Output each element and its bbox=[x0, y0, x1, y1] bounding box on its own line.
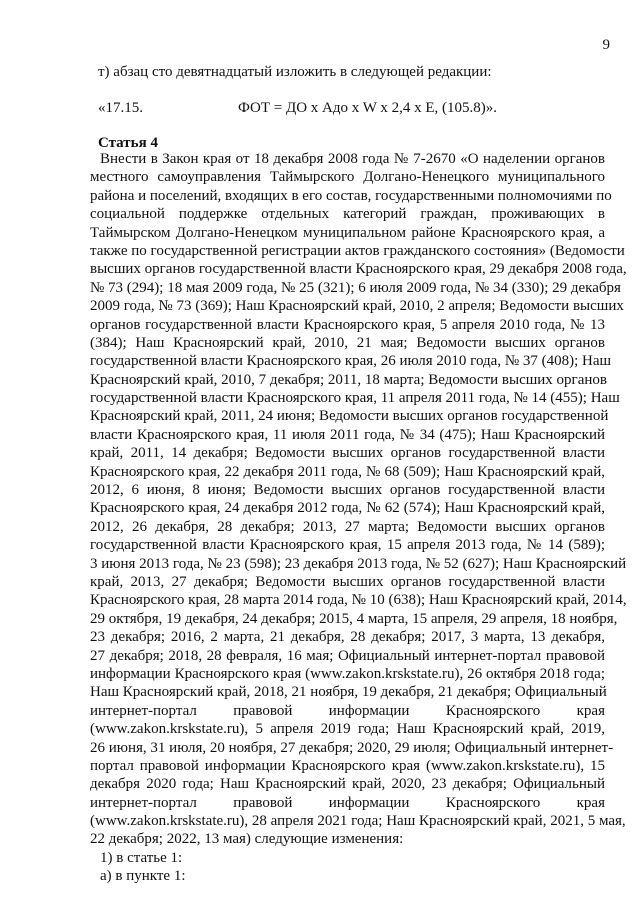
article-text-line: 3 июня 2013 года, № 23 (598); 23 декабря 2013 года, № 52 (627); Наш Красноярский bbox=[90, 555, 627, 572]
article-text-line: (www.zakon.krskstate.ru), 5 апреля 2019 года; Наш Красноярский край, 2019, bbox=[90, 721, 605, 738]
article-text-line: 23 декабря; 2016, 2 марта, 21 декабря, 28 декабря; 2017, 3 марта, 13 декабря, bbox=[90, 629, 605, 646]
page-number: 9 bbox=[602, 37, 610, 53]
article-list-item: а) в пункте 1: bbox=[100, 868, 186, 885]
article-text-line: 26 июня, 31 июля, 20 ноября, 27 декабря; 2020, 29 июля; Официальный интернет- bbox=[90, 739, 614, 756]
article-text-line: информации Красноярского края (www.zakon.krskstate.ru), 26 октября 2018 года; bbox=[90, 665, 605, 682]
article-text-line: государственной власти Красноярского края, 26 июля 2010 года, № 37 (408); Наш bbox=[90, 353, 612, 370]
article-text-line: также по государственной регистрации актов гражданского состояния» (Ведомости bbox=[90, 242, 625, 259]
article-text-line: социальной поддержке отдельных категорий граждан, проживающих в bbox=[90, 206, 605, 223]
article-text-line: край, 2011, 14 декабря; Ведомости высших органов государственной власти bbox=[90, 445, 605, 462]
article-text-line: высших органов государственной власти Красноярского края, 29 декабря 2008 года, bbox=[90, 261, 627, 278]
article-text-line: декабря 2020 года; Наш Красноярский край, 2020, 23 декабря; Официальный bbox=[90, 776, 605, 793]
article-text-line: 2012, 6 июня, 8 июня; Ведомости высших органов государственной власти bbox=[90, 482, 605, 499]
article-text-line: (www.zakon.krskstate.ru), 28 апреля 2021 года; Наш Красноярский край, 2021, 5 мая, bbox=[90, 813, 626, 830]
article-text-line: (384); Наш Красноярский край, 2010, 21 мая; Ведомости высших органов bbox=[90, 334, 605, 351]
article-text-line: 2012, 26 декабря, 28 декабря; 2013, 27 марта; Ведомости высших органов bbox=[90, 518, 605, 535]
article-text-line: край, 2013, 27 декабря; Ведомости высших органов государственной власти bbox=[90, 573, 605, 590]
article-title: Статья 4 bbox=[98, 135, 158, 151]
article-text-line: 22 декабря; 2022, 13 мая) следующие изменения: bbox=[90, 831, 404, 848]
formula-number: «17.15. bbox=[98, 100, 143, 116]
article-text-line: органов государственной власти Красноярского края, 5 апреля 2010 года, № 13 bbox=[90, 316, 605, 333]
article-body bbox=[90, 150, 627, 886]
article-text-line: портал правовой информации Красноярского края (www.zakon.krskstate.ru), 15 bbox=[90, 757, 605, 774]
article-text-line: района и поселений, входящих в его состав, государственными полномочиями по bbox=[90, 187, 612, 204]
amendment-intro: т) абзац сто девятнадцатый изложить в следующей редакции: bbox=[98, 64, 492, 80]
article-text-line: Красноярский край, 2010, 7 декабря; 2011, 18 марта; Ведомости высших органов bbox=[90, 371, 607, 388]
article-text-line: Красноярского края, 22 декабря 2011 года, № 68 (509); Наш Красноярский край, bbox=[90, 463, 605, 480]
article-text-line: местного самоуправления Таймырского Долгано-Ненецкого муниципального bbox=[90, 169, 605, 186]
article-text-line: Таймырском Долгано-Ненецком муниципальном районе Красноярского края, а bbox=[90, 224, 605, 241]
article-text-line: Красноярского края, 28 марта 2014 года, № 10 (638); Наш Красноярский край, 2014, bbox=[90, 592, 627, 609]
article-text-line: Красноярского края, 24 декабря 2012 года, № 62 (574); Наш Красноярский край, bbox=[90, 500, 605, 517]
article-text-line: Красноярский край, 2011, 24 июня; Ведомости высших органов государственной bbox=[90, 408, 609, 425]
article-text-line: власти Красноярского края, 11 июля 2011 года, № 34 (475); Наш Красноярский bbox=[90, 426, 605, 443]
article-list-item: 1) в статье 1: bbox=[100, 849, 183, 866]
article-text-line: Внести в Закон края от 18 декабря 2008 года № 7-2670 «О наделении органов bbox=[100, 151, 605, 167]
article-text-line: интернет-портал правовой информации Красноярского края bbox=[90, 794, 605, 811]
article-text-line: 29 октября, 19 декабря, 24 декабря; 2015, 4 марта, 15 апреля, 29 апреля, 18 ноября, bbox=[90, 610, 618, 627]
article-text-line: государственной власти Красноярского края, 11 апреля 2011 года, № 14 (455); Наш bbox=[90, 390, 620, 407]
article-text-line: Наш Красноярский край, 2018, 21 ноября, 19 декабря, 21 декабря; Официальный bbox=[90, 684, 607, 701]
formula-expression: ФОТ = ДО x Адо x W x 2,4 x E, (105.8)». bbox=[238, 100, 498, 116]
article-text-line: № 73 (294); 18 мая 2009 года, № 25 (321); 6 июля 2009 года, № 34 (330); 29 декабря bbox=[90, 279, 621, 296]
article-text-line: интернет-портал правовой информации Красноярского края bbox=[90, 702, 605, 719]
article-text-line: государственной власти Красноярского края, 15 апреля 2013 года, № 14 (589); bbox=[90, 537, 605, 554]
article-text-line: 27 декабря; 2018, 28 февраля, 16 мая; Официальный интернет-портал правовой bbox=[90, 647, 605, 664]
article-text-line: 2009 года, № 73 (369); Наш Красноярский край, 2010, 2 апреля; Ведомости высших bbox=[90, 298, 624, 315]
